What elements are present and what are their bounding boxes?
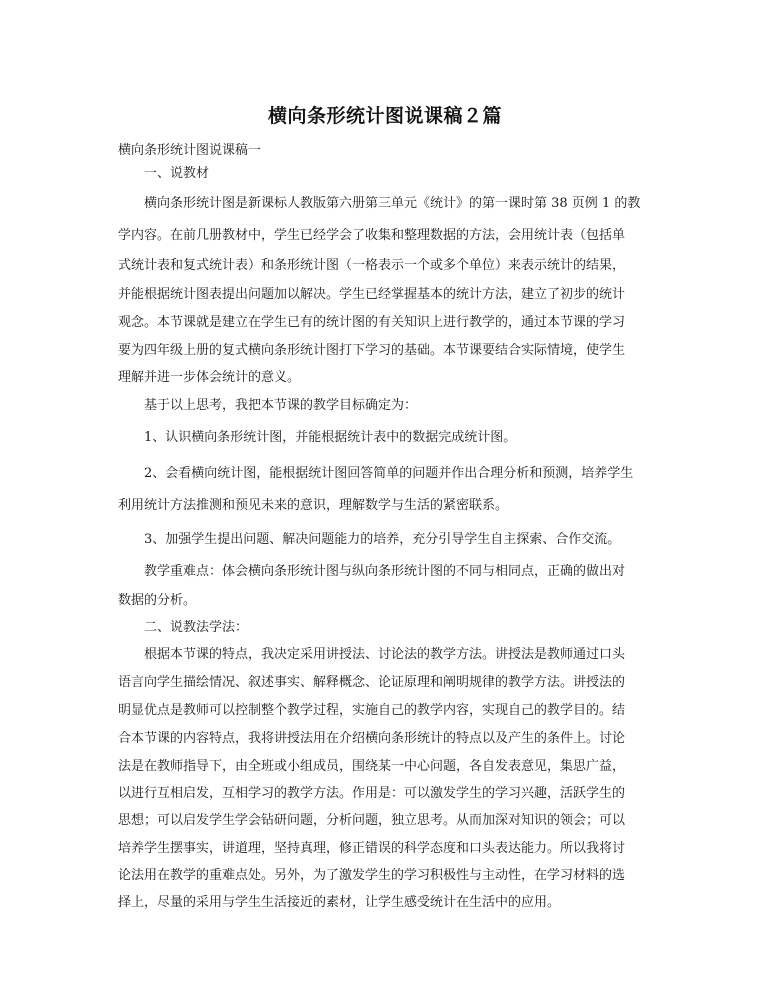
paragraph-line: 教学重难点：体会横向条形统计图与纵向条形统计图的不同与相同点，正确的做出对 bbox=[144, 564, 626, 579]
paragraph-line: 培养学生摆事实，讲道理，坚持真理，修正错误的科学态度和口头表达能力。所以我将讨 bbox=[118, 841, 626, 856]
list-item: 3、加强学生提出问题、解决问题能力的培养，充分引导学生自主探索、合作交流。 bbox=[144, 532, 621, 547]
paragraph-line: 数据的分析。 bbox=[118, 593, 197, 608]
document-title: 横向条形统计图说课稿２篇 bbox=[267, 105, 502, 127]
section-heading: 二、说教法学法： bbox=[144, 620, 249, 635]
paragraph-line: 语言向学生描绘情况、叙述事实、解释概念、论证原理和阐明规律的教学方法。讲授法的 bbox=[118, 675, 626, 690]
paragraph-line: 并能根据统计图表提出问题加以解决。学生已经掌握基本的统计方法，建立了初步的统计 bbox=[118, 287, 626, 302]
paragraph-line: 论法用在教学的重难点处。另外，为了激发学生的学习积极性与主动性，在学习材料的选 bbox=[118, 868, 626, 883]
paragraph-line: 利用统计方法推测和预见未来的意识，理解数学与生活的紧密联系。 bbox=[118, 498, 509, 513]
paragraph-line: 法是在教师指导下，由全班或小组成员，围绕某一中心问题，各自发表意见，集思广益， bbox=[118, 759, 626, 774]
paragraph-line: 横向条形统计图是新课标人教版第六册第三单元《统计》的第一课时第 38 页例 1 的教 bbox=[144, 196, 641, 211]
list-item: 2、会看横向统计图，能根据统计图回答简单的问题并作出合理分析和预测，培养学生 bbox=[144, 466, 634, 481]
paragraph-line: 合本节课的内容特点，我将讲授法用在介绍横向条形统计的特点以及产生的条件上。讨论 bbox=[118, 731, 626, 746]
paragraph-line: 理解并进一步体会统计的意义。 bbox=[118, 370, 301, 385]
section-heading: 一、说教材 bbox=[144, 166, 210, 181]
paragraph-line: 式统计表和复式统计表）和条形统计图（一格表示一个或多个单位）来表示统计的结果， bbox=[118, 258, 626, 273]
paragraph-line: 思想；可以启发学生学会钻研问题，分析问题，独立思考。从而加深对知识的领会；可以 bbox=[118, 813, 626, 828]
paragraph-line: 以进行互相启发，互相学习的教学方法。作用是：可以激发学生的学习兴趣，活跃学生的 bbox=[118, 786, 626, 801]
list-item: 1、认识横向条形统计图，并能根据统计表中的数据完成统计图。 bbox=[144, 430, 517, 445]
paragraph-line: 择上，尽量的采用与学生生活接近的素材，让学生感受统计在生活中的应用。 bbox=[118, 895, 561, 910]
paragraph-line: 根据本节课的特点，我决定采用讲授法、讨论法的教学方法。讲授法是教师通过口头 bbox=[144, 647, 626, 662]
paragraph-line: 观念。本节课就是建立在学生已有的统计图的有关知识上进行教学的，通过本节课的学习 bbox=[118, 315, 626, 330]
paragraph-line: 明显优点是教师可以控制整个教学过程，实施自己的教学内容，实现自己的教学目的。结 bbox=[118, 703, 626, 718]
paragraph-line: 学内容。在前几册教材中，学生已经学会了收集和整理数据的方法，会用统计表（包括单 bbox=[118, 228, 626, 243]
document-subtitle: 横向条形统计图说课稿一 bbox=[118, 143, 262, 158]
paragraph-line: 基于以上思考，我把本节课的教学目标确定为： bbox=[144, 398, 418, 413]
paragraph-line: 要为四年级上册的复式横向条形统计图打下学习的基础。本节课要结合实际情境，使学生 bbox=[118, 343, 626, 358]
